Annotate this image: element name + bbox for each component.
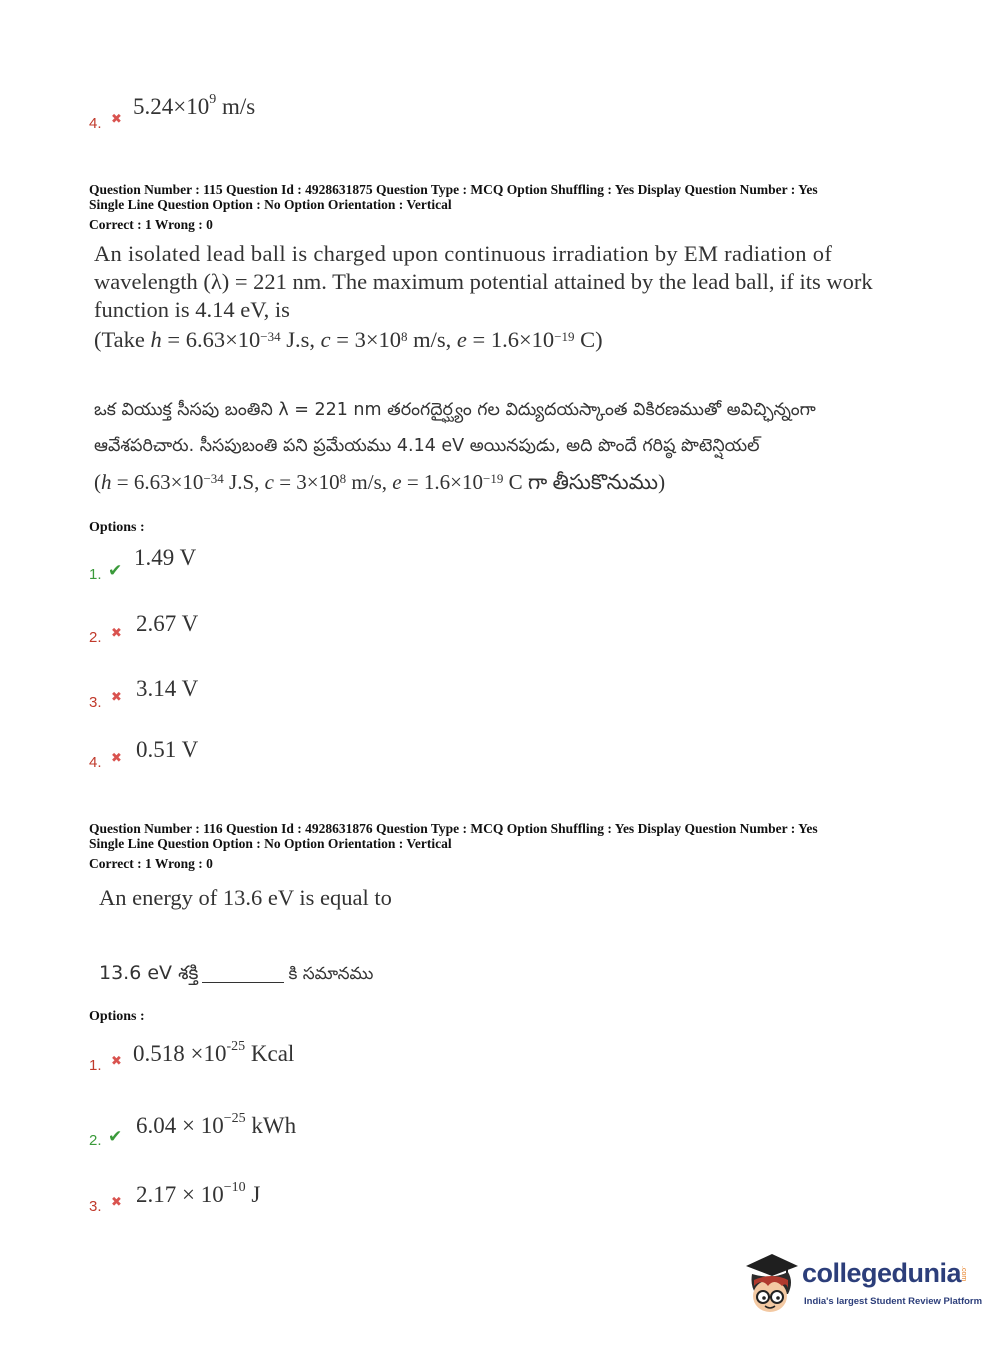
cross-icon: ✖ <box>111 1195 122 1210</box>
question-line: An isolated lead ball is charged upon continuous irradiation by EM radiation of <box>94 241 833 266</box>
cross-icon: ✖ <box>111 751 122 766</box>
cross-icon: ✖ <box>111 112 122 127</box>
option-number: 2. <box>89 1132 102 1149</box>
option-text: $6.04 \times 10^{-25}$ kWh <box>136 1111 297 1138</box>
question-text-telugu: 13.6 eV శక్తి కి సమానము <box>99 962 374 984</box>
logo-com: .com <box>960 1266 967 1282</box>
question-meta <box>89 821 818 871</box>
cross-icon: ✖ <box>111 1054 122 1069</box>
question-meta <box>89 182 818 232</box>
option-text: 0.51 V <box>136 737 199 762</box>
option-text: 1.49 V <box>134 545 197 570</box>
option-number: 3. <box>89 1198 102 1215</box>
mascot-icon <box>742 1252 802 1318</box>
question-constants: (Take $h = 6.63\times 10^{-34}$ J.s, $c = 3\times 10^8$ m/s, $e = 1.6\times 10^{-19}$ C) <box>94 327 603 352</box>
cross-icon: ✖ <box>111 626 122 641</box>
score-meta: Correct : 1 Wrong : 0 <box>89 856 213 871</box>
question-meta-line: Single Line Question Option : No Option Orientation : Vertical <box>89 197 452 212</box>
check-icon: ✔ <box>108 1127 123 1147</box>
option-text: 3.14 V <box>136 676 199 701</box>
option-number: 3. <box>89 694 102 711</box>
question-text-english: An energy of 13.6 eV is equal to <box>99 885 392 910</box>
question-line: wavelength (λ) = 221 nm. The maximum potential attained by the lead ball, if its work <box>94 269 873 294</box>
question-meta-line: Single Line Question Option : No Option Orientation : Vertical <box>89 836 452 851</box>
option-text: $2.17 \times 10^{-10}$ J <box>136 1180 261 1207</box>
question-constants: ($h = 6.63\times 10^{-34}$ J.S, $c = 3\times 10^8$ m/s, $e = 1.6\times 10^{-19}$ C గా తీసుకొనుము) <box>94 470 666 494</box>
question-meta-line: Question Number : 116 Question Id : 4928631876 Question Type : MCQ Option Shuffling : Yes Display Question Number : Yes <box>89 821 818 836</box>
collegedunia-logo[interactable] <box>742 1252 983 1318</box>
options-label: Options : <box>89 520 145 535</box>
question-meta-line: Question Number : 115 Question Id : 4928631875 Question Type : MCQ Option Shuffling : Yes Display Question Number : Yes <box>89 182 818 197</box>
logo-tagline: India's largest Student Review Platform <box>804 1296 983 1307</box>
option-number: 1. <box>89 1057 102 1074</box>
option-text: $0.518 \times 10^{-25}$ Kcal <box>133 1039 295 1066</box>
option-number: 4. <box>89 754 102 771</box>
option-number: 4. <box>89 115 102 132</box>
check-icon: ✔ <box>108 561 123 581</box>
logo-wordmark: collegedunia <box>802 1258 962 1288</box>
question-line: ఆవేశపరిచారు. సీసపుబంతి పని ప్రమేయము 4.14 eV అయినపుడు, అది పొందే గరిష్ఠ పొటెన్షియల్ <box>94 436 760 456</box>
question-line: function is 4.14 eV, is <box>94 297 290 322</box>
option-text: 2.67 V <box>136 611 199 636</box>
answer-blank <box>202 982 284 983</box>
question-text-english <box>94 240 894 354</box>
cross-icon: ✖ <box>111 690 122 705</box>
options-label: Options : <box>89 1009 145 1024</box>
option-number: 2. <box>89 629 102 646</box>
option-number: 1. <box>89 566 102 583</box>
question-line: ఒక వియుక్త సీసపు బంతిని λ = 221 nm తరంగదైర్ఘ్యం గల విద్యుదయస్కాంత వికిరణముతో అవిచ్ఛిన్నంగా <box>94 400 816 420</box>
question-text-telugu <box>94 392 914 500</box>
score-meta: Correct : 1 Wrong : 0 <box>89 217 213 232</box>
option-text: $5.24\times 10^9$ m/s <box>133 92 256 119</box>
